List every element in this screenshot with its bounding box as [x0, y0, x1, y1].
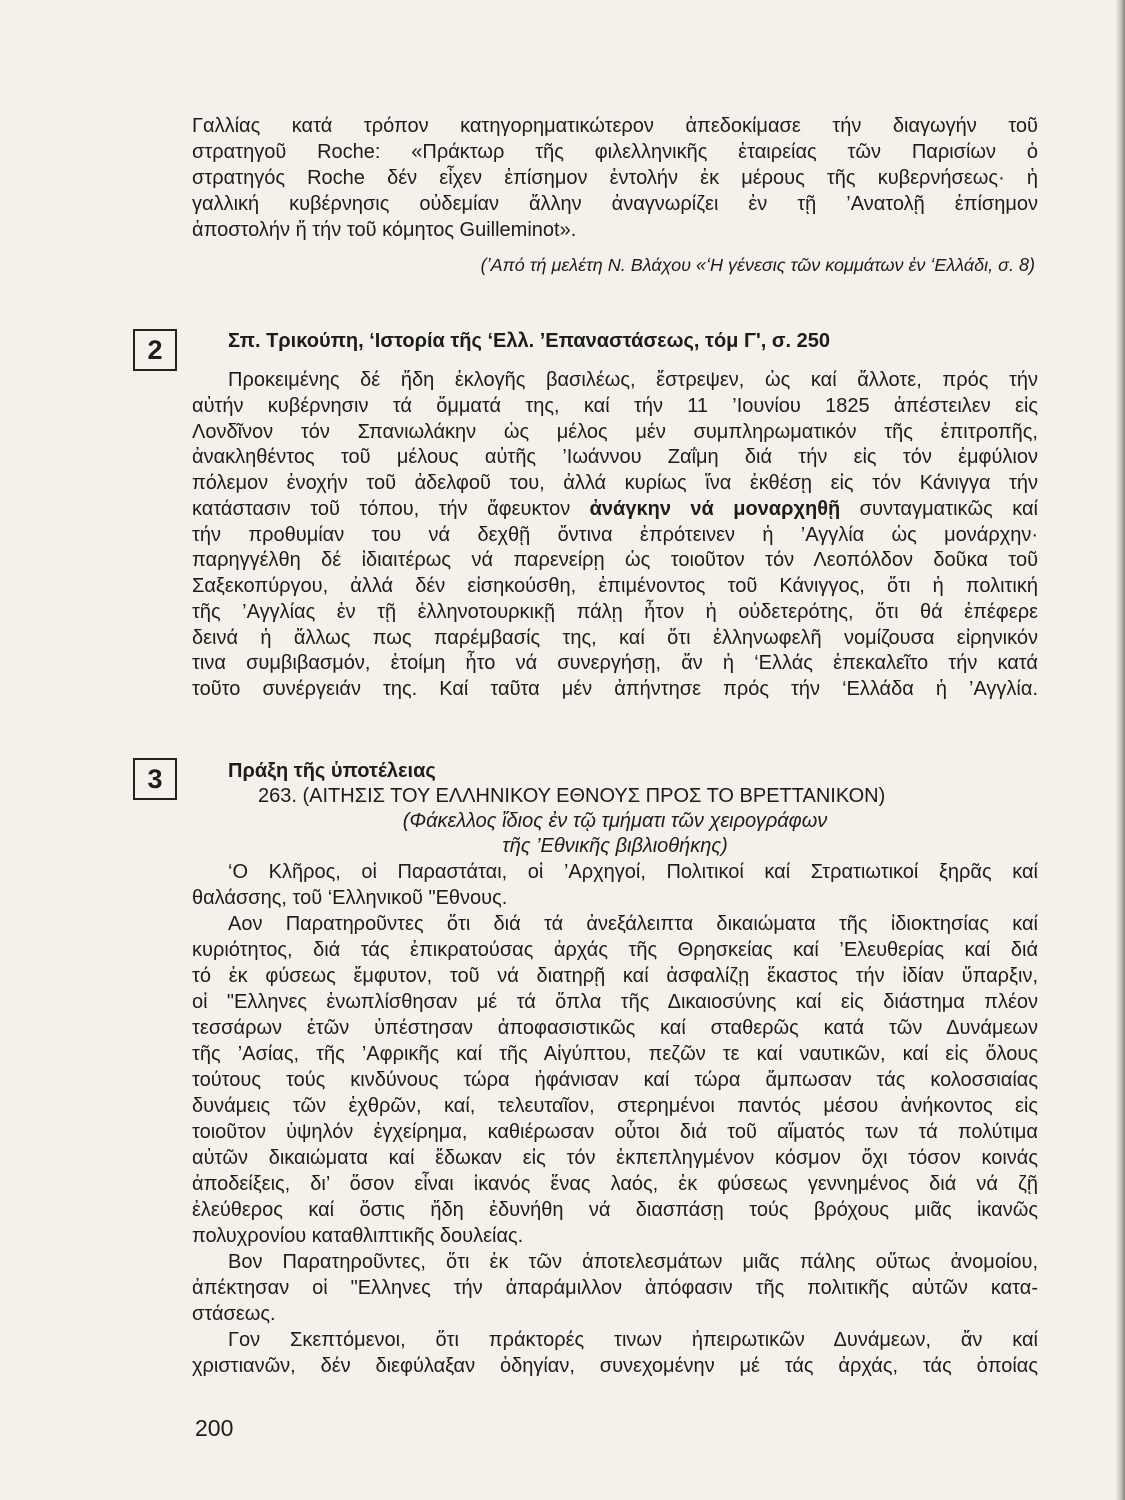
page-number: 200: [195, 1415, 234, 1441]
source-note: (Φάκελλος ἴδιος ἐν τῷ τμήματι τῶν χειρογράφων: [402, 810, 828, 832]
paragraph-line: πολυχρονίου καταθλιπτικῆς δουλείας.: [192, 1225, 524, 1247]
paragraph-line: δεινά ἡ ἄλλως πως παρέμβασίς της, καί ὅτι ἑλληνωφελῆ νομίζουσα εἰρηνικόν: [192, 626, 1038, 649]
section2-paragraph: [192, 368, 1038, 703]
section-number-box: 2: [133, 329, 177, 371]
paragraph-line: Γον Σκεπτόμενοι, ὅτι πράκτορές τινων ἠπειρωτικῶν Δυνάμεων, ἄν καί: [228, 1329, 1038, 1351]
section3-body: [192, 859, 1038, 1379]
paragraph-line: τῆς ’Ασίας, τῆς ’Αφρικῆς καί τῆς Αἰγύπτου, πεζῶν τε καί ναυτικῶν, καί εἰς ὅλους: [192, 1043, 1038, 1065]
source-note: τῆς ’Εθνικῆς βιβλιοθήκης): [502, 835, 728, 857]
paragraph-line: ἐλεύθερος καί ὅστις ἤδη ἐδυνήθη νά διασπάσῃ τούς βρόχους μιᾶς ἱκανῶς: [192, 1199, 1038, 1221]
paragraph-line: γαλλική κυβέρνησις οὐδεμίαν ἄλλην ἀναγνωρίζει ἐν τῇ ’Ανατολῇ ἐπίσημον: [192, 193, 1038, 215]
line-text: κατάστασιν τοῦ τόπου, τήν ἄφευκτον: [192, 497, 590, 520]
paragraph-line: τοιοῦτον ὑψηλόν ἐγχείρημα, καθιέρωσαν οὗτοι διά τοῦ αἵματός των τά πολύτιμα: [192, 1121, 1038, 1143]
paragraph-line: Βον Παρατηροῦντες, ὅτι ἐκ τῶν ἀποτελεσμάτων μιᾶς πάλης οὕτως ἀνομοίου,: [228, 1251, 1038, 1273]
paragraph-line: τεσσάρων ἐτῶν ὑπέστησαν ἀποφασιστικῶς καί σταθερῶς κατά τῶν Δυνάμεων: [192, 1017, 1038, 1039]
paragraph-line: κυριότητος, διά τάς ἐπικρατούσας ἀρχάς τῆς Θρησκείας καί ’Ελευθερίας καί διά: [192, 939, 1038, 961]
paragraph-line: στάσεως.: [192, 1303, 276, 1325]
paragraph-line: οἱ "Ελληνες ἐνωπλίσθησαν μέ τά ὅπλα τῆς Δικαιοσύνης καί εἰς διάστημα πλέον: [192, 991, 1038, 1013]
section-heading: Σπ. Τρικούπη, ‘Ιστορία τῆς ‘Ελλ. ’Επαναστάσεως, τόμ Γ', σ. 250: [228, 330, 831, 352]
citation: (’Από τή μελέτη Ν. Βλάχου «‘Η γένεσις τῶν κομμάτων ἐν ‘Ελλάδι, σ. 8): [480, 255, 1035, 275]
paragraph-line: ἀπέκτησαν οἱ "Ελληνες τήν ἀπαράμιλλον ἀπόφασιν τῆς πολιτικῆς αὐτῶν κατα-: [192, 1277, 1038, 1299]
paragraph-line: Αον Παρατηροῦντες ὅτι διά τά ἀνεξάλειπτα δικαιώματα τῆς ἰδιοκτησίας καί: [228, 913, 1038, 935]
paragraph-line: παρηγγέλθη δέ ἰδιαιτέρως νά παρενείρῃ ὡς τοιοῦτον τόν Λεοπόλδον δοῦκα τοῦ: [192, 549, 1038, 572]
paragraph-line: Γαλλίας κατά τρόπον κατηγορηματικώτερον ἀπεδοκίμασε τήν διαγωγήν τοῦ: [192, 115, 1038, 137]
paragraph-line: ἀνακληθέντος τοῦ μέλους αὐτῆς ’Ιωάννου Ζαΐμη διά τήν εἰς τόν ἐμφύλιον: [192, 446, 1038, 469]
intro-paragraph: [192, 113, 1038, 243]
paragraph-line: ‘Ο Κλῆρος, οἱ Παραστάται, οἱ ’Αρχηγοί, Πολιτικοί καί Στρατιωτικοί ξηρᾶς καί: [228, 861, 1038, 883]
paragraph-line: αὐτῶν δικαιώματα καί ἔδωκαν εἰς τόν ἐκπεπληγμένον κόσμον ὄχι τόσον κοινάς: [192, 1147, 1038, 1169]
document-title: 263. (ΑΙΤΗΣΙΣ ΤΟΥ ΕΛΛΗΝΙΚΟΥ ΕΘΝΟΥΣ ΠΡΟΣ ΤΟ ΒΡΕΤΤΑΝΙΚΟΝ): [258, 785, 886, 807]
paragraph-line: τό ἐκ φύσεως ἔμφυτον, τοῦ νά διατηρῇ καί ἀσφαλίζῃ ἕκαστος τήν ἰδίαν ὕπαρξιν,: [192, 965, 1038, 987]
paragraph-line: δυνάμεις τῶν ἐχθρῶν, καί, τελευταῖον, στερημένοι παντός μέσου ἀνήκοντος εἰς: [192, 1095, 1038, 1117]
paragraph-line: τῆς ’Αγγλίας ἐν τῇ ἑλληνοτουρκικῇ πάλῃ ἦτον ἡ οὐδετερότης, ὅτι θά ἐπέφερε: [192, 600, 1038, 623]
line-text: συνταγματικῶς καί: [840, 497, 1038, 520]
paragraph-line: τοῦτο συνέργειάν της. Καί ταῦτα μέν ἀπήντησε πρός τήν ‘Ελλάδα ἡ ’Αγγλία.: [192, 678, 1038, 700]
paragraph-line: [192, 497, 1038, 523]
paragraph-line: στρατηγός Roche δέν εἶχεν ἐπίσημον ἐντολήν ἐκ μέρους τῆς κυβερνήσεως· ἡ: [192, 167, 1038, 189]
paragraph-line: ἀποστολήν ἤ τήν τοῦ κόμητος Guilleminot».: [192, 219, 577, 241]
bold-phrase: ἀνάγκην νά μοναρχηθῇ: [589, 497, 841, 520]
paragraph-line: Σαξεκοπύργου, ἀλλά δέν εἰσηκούσθη, ἐπιμένοντος τοῦ Κάνιγγος, ὅτι ἡ πολιτική: [192, 575, 1038, 597]
paragraph-line: πόλεμον ἐνοχήν τοῦ ἀδελφοῦ του, ἀλλά κυρίως ἵνα ἐκθέσῃ εἰς τόν Κάνιγγα τήν: [192, 472, 1038, 494]
page-edge-shadow: [1115, 0, 1125, 1500]
section-number-box: 3: [133, 758, 177, 800]
section-heading: Πράξη τῆς ὑποτέλειας: [228, 760, 436, 782]
paragraph-line: τούτους τούς κινδύνους τώρα ἠφάνισαν καί τώρα ἄμπωσαν τάς κολοσσιαίας: [192, 1069, 1038, 1091]
paragraph-line: Λονδῖνον τόν Σπανιωλάκην ὡς μέλος μέν συμπληρωματικόν τῆς ἐπιτροπῆς,: [192, 420, 1038, 443]
paragraph-line: θαλάσσης, τοῦ ‘Ελληνικοῦ "Εθνους.: [192, 887, 508, 909]
paragraph-line: χριστιανῶν, δέν διεφύλαξαν ὁδηγίαν, συνεχομένην μέ τάς ἀρχάς, τάς ὁποίας: [192, 1355, 1038, 1377]
paragraph-line: ἀποδείξεις, δι’ ὅσον εἶναι ἱκανός ἕνας λαός, ἐκ φύσεως γεννημένος διά νά ζῇ: [192, 1173, 1038, 1195]
paragraph-line: τήν προθυμίαν του νά δεχθῇ ὄντινα ἐπρότεινεν ἡ ’Αγγλία ὡς μονάρχην·: [192, 523, 1038, 546]
paragraph-line: αὐτήν κυβέρνησιν τά ὄμματά της, καί τήν 11 ’Ιουνίου 1825 ἀπέστειλεν εἰς: [192, 394, 1038, 417]
paragraph-line: στρατηγοῦ Roche: «Πράκτωρ τῆς φιλελληνικῆς ἑταιρείας τῶν Παρισίων ὁ: [192, 141, 1038, 163]
paragraph-line: τινα συμβιβασμόν, ἑτοίμη ἦτο νά συνεργήσῃ, ἄν ἡ ‘Ελλάς ἐπεκαλεῖτο τήν κατά: [192, 652, 1038, 675]
paragraph-line: Προκειμένης δέ ἤδη ἐκλογῆς βασιλέως, ἔστρεψεν, ὡς καί ἄλλοτε, πρός τήν: [228, 369, 1038, 391]
